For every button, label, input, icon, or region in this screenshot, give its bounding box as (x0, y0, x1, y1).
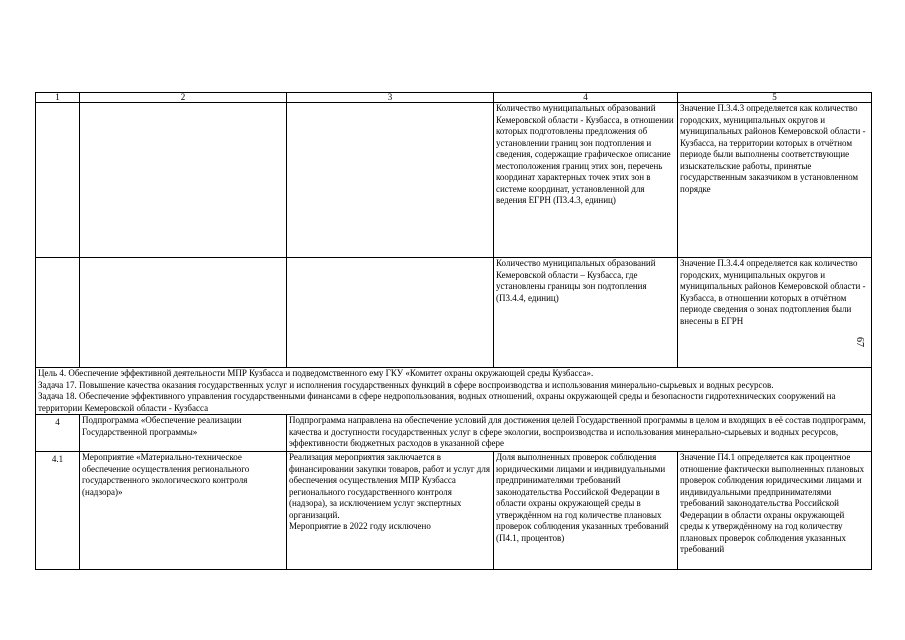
header-col-4: 4 (494, 93, 678, 103)
document-table (35, 92, 872, 570)
subprogram-description: Подпрограмма направлена на обеспечение условий для достижения целей Государственной программы в целом и входящих в её состав подпрограмм, качества и доступности государственных услуг в сфере экологии, воспроизводства и использования минерально-сырьевых и водных ресурсов, эффективности бюджетных расходов в указанной сфере (287, 415, 872, 452)
method-p344: Значение П.3.4.4 определяется как количество городских, муниципальных округов и муниципальных районов Кемеровской области - Кузбасса, в отношении которых в отчётном периоде сведения о зонах подтопления были внесены в ЕГРН (678, 258, 872, 368)
header-col-1: 1 (36, 93, 80, 103)
measure-title: Мероприятие «Материально-техническое обеспечение осуществления регионального государственного экологического контроля (надзора)» (80, 452, 287, 570)
table-row (36, 258, 872, 368)
task-18-text: Задача 18. Обеспечение эффективного управления государственными финансами в сфере недропользования, водных отношений, охраны окружающей среды и безопасности гидротехнических сооружений на территории Кемеровской области - Кузбасса (38, 391, 836, 413)
measure-description (287, 452, 494, 570)
cell-empty (287, 258, 494, 368)
indicator-p344: Количество муниципальных образований Кемеровской области – Кузбасса, где установлены границы зон подтопления (П3.4.4, единиц) (494, 258, 678, 368)
method-p41: Значение П4.1 определяется как процентное отношение фактически выполненных плановых проверок соблюдения юридическими лицами и индивидуальными предпринимателями требований законодательства Российской Федерации в области охраны окружающей среды к утверждённому на год количеству плановых проверок соблюдения указанных требований (678, 452, 872, 570)
cell-empty (80, 258, 287, 368)
task-17-text: Задача 17. Повышение качества оказания государственных услуг и исполнения государственных функций в сфере воспроизводства и использования минерально-сырьевых и водных ресурсов. (38, 379, 774, 390)
header-row (36, 93, 872, 103)
header-col-5: 5 (678, 93, 872, 103)
subprogram-row (36, 415, 872, 452)
cell-empty (36, 103, 80, 258)
table-row (36, 103, 872, 258)
page-number: 67 (854, 337, 865, 347)
goal-4-text: Цель 4. Обеспечение эффективной деятельности МПР Кузбасса и подведомственного ему ГКУ «Комитет охраны окружающей среды Кузбасса». (38, 368, 594, 378)
method-p343: Значение П.3.4.3 определяется как количество городских, муниципальных округов и муниципальных районов Кемеровской области - Кузбасса, на территории которых в отчётном периоде были выполнены соответствующие изыскательские работы, принятые государственным заказчиком в установленном порядке (678, 103, 872, 258)
header-col-2: 2 (80, 93, 287, 103)
header-col-3: 3 (287, 93, 494, 103)
cell-empty (80, 103, 287, 258)
measure-description-main: Реализация мероприятия заключается в финансировании закупки товаров, работ и услуг для обеспечения осуществления МПР Кузбасса регионального государственного контроля (надзора), за исключением услуг экспертных организаций. (289, 452, 490, 520)
cell-empty (36, 258, 80, 368)
cell-empty (287, 103, 494, 258)
subprogram-title: Подпрограмма «Обеспечение реализации Государственной программы» (80, 415, 287, 452)
indicator-p343: Количество муниципальных образований Кемеровской области - Кузбасса, в отношении которых подготовлены предложения об установлении границ зон подтопления и сведения, содержащие графическое описание местоположения границ этих зон, перечень координат характерных точек этих зон в системе координат, установленной для ведения ЕГРН (П3.4.3, единиц) (494, 103, 678, 258)
goal-row (36, 368, 872, 415)
indicator-p41: Доля выполненных проверок соблюдения юридическими лицами и индивидуальными предпринимателями требований законодательства Российской Федерации в области охраны окружающей среды в утверждённом на год количестве плановых проверок соблюдения указанных требований (П4.1, процентов) (494, 452, 678, 570)
row-number: 4 (36, 415, 80, 452)
row-number: 4.1 (36, 452, 80, 570)
measure-description-note: Мероприятие в 2022 году исключено (289, 521, 431, 531)
measure-row (36, 452, 872, 570)
